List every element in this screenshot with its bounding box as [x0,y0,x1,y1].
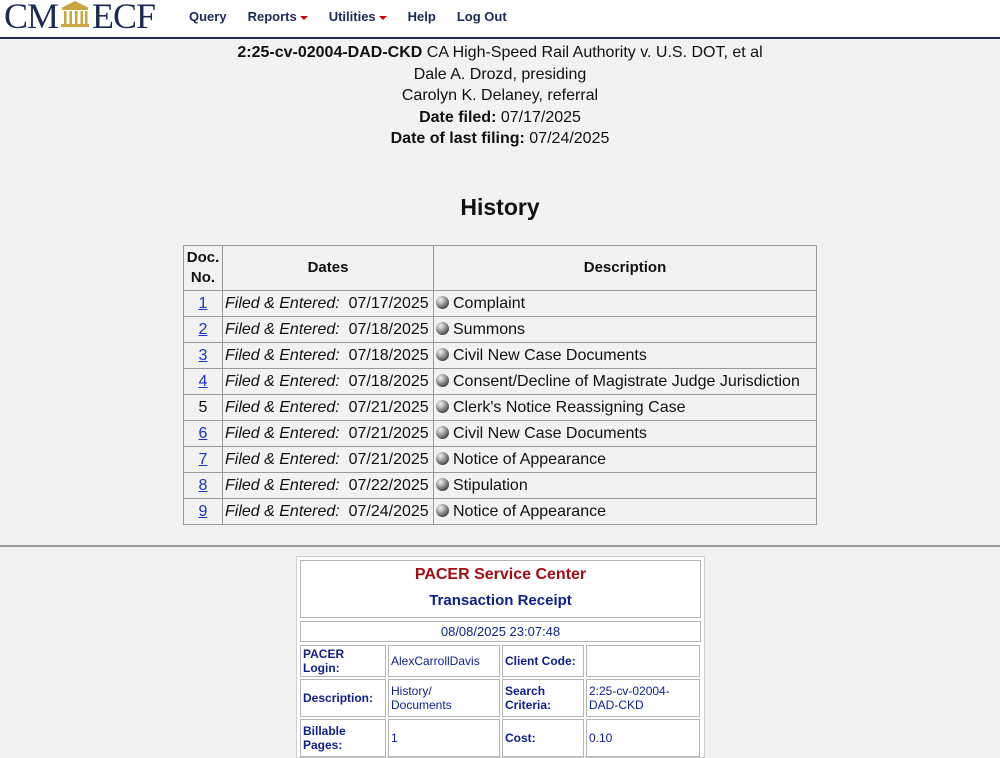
header-doc-line2: No. [190,269,216,286]
courthouse-icon [60,0,90,37]
doc-number-link[interactable]: 8 [198,476,208,494]
dates-cell [223,369,434,395]
entry-description: Consent/Decline of Magistrate Judge Jurisdiction [453,372,800,390]
description-line1: History/ [391,684,432,698]
menu-utilities-label: Utilities [328,9,376,24]
header-description: Description [434,246,817,291]
table-row [184,499,817,525]
search-criteria-label [502,679,584,717]
section-divider [0,545,1000,547]
description-cell [434,343,817,369]
filed-entered-label: Filed & Entered: [225,346,340,364]
receipt-timestamp: 08/08/2025 23:07:48 [300,621,701,642]
dropdown-caret-icon [300,16,308,20]
page-title: History [460,194,540,220]
doc-number-link[interactable]: 2 [198,320,208,338]
main-menu [189,9,528,24]
dates-cell [223,395,434,421]
dates-cell [223,421,434,447]
description-value [388,679,500,717]
dates-cell [223,473,434,499]
filed-date: 07/18/2025 [348,372,429,390]
filed-date: 07/18/2025 [348,346,429,364]
filed-entered-label: Filed & Entered: [225,424,340,442]
case-header [0,42,1000,150]
filed-entered-label: Filed & Entered: [225,398,340,416]
filed-entered-label: Filed & Entered: [225,320,340,338]
dates-cell [223,447,434,473]
case-number: 2:25-cv-02004-DAD-CKD [237,44,423,61]
doc-number-link[interactable]: 1 [198,294,208,312]
filed-entered-label: Filed & Entered: [225,294,340,312]
menu-utilities[interactable] [329,9,387,24]
description-cell [434,447,817,473]
logo-text-cm: CM [4,0,59,36]
logo-text-ecf: ECF [92,0,156,36]
filed-entered-label: Filed & Entered: [225,476,340,494]
top-navigation-bar [0,0,1000,39]
doc-number-cell[interactable] [184,499,223,525]
menu-logout-label: Log Out [456,9,507,24]
table-row [184,369,817,395]
case-title: CA High-Speed Rail Authority v. U.S. DOT, et al [426,44,763,61]
table-row [184,447,817,473]
receipt-row [300,719,700,757]
docket-entry-ball-icon[interactable] [436,426,449,439]
doc-number-link[interactable]: 6 [198,424,208,442]
pacer-receipt [296,556,705,758]
dates-cell [223,317,434,343]
receipt-details-table [298,643,702,758]
table-row [184,343,817,369]
docket-entry-ball-icon[interactable] [436,322,449,335]
table-row [184,395,817,421]
filed-entered-label: Filed & Entered: [225,450,340,468]
entry-description: Clerk's Notice Reassigning Case [453,398,686,416]
dates-cell [223,343,434,369]
doc-number-cell[interactable] [184,317,223,343]
date-filed [0,107,1000,129]
doc-number-link[interactable]: 4 [198,372,208,390]
menu-reports-label: Reports [247,9,297,24]
receipt-header [300,560,701,618]
doc-number-cell[interactable] [184,343,223,369]
dates-cell [223,291,434,317]
menu-query-label: Query [189,9,227,24]
header-doc-no [184,246,223,291]
entry-description: Summons [453,320,526,338]
date-last-filing [0,128,1000,150]
description-label: Description: [300,679,386,717]
table-row [184,317,817,343]
date-last-filing-value: 07/24/2025 [529,130,610,147]
doc-number-cell[interactable] [184,447,223,473]
search-criteria-value [586,679,700,717]
menu-query[interactable] [189,9,227,24]
doc-number-link[interactable]: 7 [198,450,208,468]
description-line2: Documents [391,698,452,712]
entry-description: Notice of Appearance [453,450,606,468]
billable-pages-value: 1 [388,719,500,757]
menu-logout[interactable] [457,9,507,24]
description-cell [434,499,817,525]
entry-description: Civil New Case Documents [453,346,647,364]
description-cell [434,421,817,447]
date-last-filing-label: Date of last filing: [390,130,525,147]
date-filed-label: Date filed: [419,108,497,126]
filed-entered-label: Filed & Entered: [225,372,340,390]
filed-date: 07/21/2025 [348,398,429,416]
history-table [183,245,817,525]
presiding-judge: Dale A. Drozd, presiding [413,65,587,83]
filed-date: 07/18/2025 [348,320,429,338]
dates-cell [223,499,434,525]
login-value: AlexCarrollDavis [388,645,500,677]
search-label-line1: Search [505,684,546,698]
entry-description: Complaint [453,294,526,312]
description-cell [434,473,817,499]
description-cell [434,317,817,343]
receipt-row [300,679,700,717]
doc-number-link[interactable]: 9 [198,502,208,520]
menu-reports[interactable] [248,9,308,24]
search-line2: DAD-CKD [589,698,644,712]
doc-number-cell [184,395,223,421]
filed-date: 07/22/2025 [348,476,429,494]
description-cell [434,291,817,317]
receipt-subtitle: Transaction Receipt [429,592,572,609]
dropdown-caret-icon [379,16,387,20]
doc-number-cell[interactable] [184,291,223,317]
filed-date: 07/21/2025 [348,424,429,442]
billable-label-line2: Pages: [303,738,343,752]
receipt-title: PACER Service Center [414,566,587,583]
filed-entered-label: Filed & Entered: [225,502,340,520]
docket-entry-ball-icon[interactable] [436,296,449,309]
cmecf-logo[interactable] [4,0,155,35]
doc-number-cell[interactable] [184,421,223,447]
docket-entry-ball-icon[interactable] [436,374,449,387]
receipt-row [300,645,700,677]
cost-label: Cost: [502,719,584,757]
billable-pages-label [300,719,386,757]
table-row [184,473,817,499]
referral-judge: Carolyn K. Delaney, referral [401,87,599,104]
case-caption [0,42,1000,64]
doc-number-cell[interactable] [184,473,223,499]
filed-date: 07/21/2025 [348,450,429,468]
history-header-row [184,246,817,291]
search-label-line2: Criteria: [505,698,552,712]
docket-entry-ball-icon[interactable] [436,478,449,491]
docket-entry-ball-icon[interactable] [436,452,449,465]
header-dates: Dates [223,246,434,291]
cost-value: 0.10 [586,719,700,757]
doc-number-link[interactable]: 3 [198,346,208,364]
description-cell [434,369,817,395]
search-line1: 2:25-cv-02004- [589,684,670,698]
menu-help[interactable] [408,9,436,24]
date-filed-value: 07/17/2025 [500,108,581,126]
filed-date: 07/17/2025 [348,294,429,312]
menu-help-label: Help [407,9,436,24]
entry-description: Civil New Case Documents [453,424,647,442]
header-doc-line1: Doc. [186,249,220,266]
login-label: PACER Login: [300,645,386,677]
billable-label-line1: Billable [303,724,346,738]
table-row [184,291,817,317]
entry-description: Notice of Appearance [453,502,606,520]
docket-entry-ball-icon[interactable] [436,348,449,361]
docket-entry-ball-icon[interactable] [436,504,449,517]
client-code-label: Client Code: [502,645,584,677]
description-cell [434,395,817,421]
table-row [184,421,817,447]
client-code-value [586,645,700,677]
doc-number: 5 [198,398,208,416]
doc-number-cell[interactable] [184,369,223,395]
filed-date: 07/24/2025 [348,502,429,520]
docket-entry-ball-icon[interactable] [436,400,449,413]
entry-description: Stipulation [453,476,528,494]
